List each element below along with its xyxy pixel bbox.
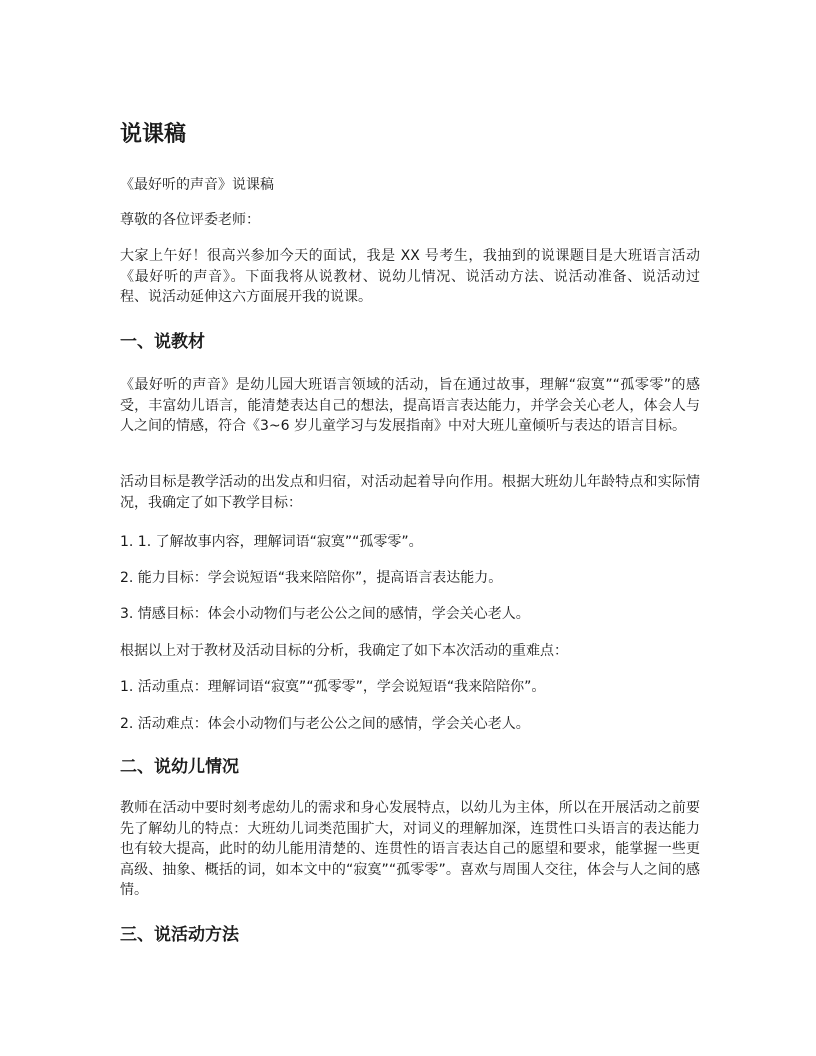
goal-item: 1. 1. 了解故事内容，理解词语“寂寞”“孤零零”。 xyxy=(120,534,423,550)
key-point-item: 2. 活动难点：体会小动物们与老公公之间的感情，学会关心老人。 xyxy=(120,716,530,732)
goal-item: 3. 情感目标：体会小动物们与老公公之间的感情，学会关心老人。 xyxy=(120,606,530,622)
salutation: 尊敬的各位评委老师： xyxy=(120,212,260,228)
section-heading-methods: 三、说活动方法 xyxy=(120,925,239,945)
document-title: 说课稿 xyxy=(120,122,187,147)
section-heading-children: 二、说幼儿情况 xyxy=(120,757,239,777)
goal-item: 2. 能力目标：学会说短语“我来陪陪你”，提高语言表达能力。 xyxy=(120,570,503,586)
lesson-subtitle: 《最好听的声音》说课稿 xyxy=(120,177,274,193)
textbook-paragraph: 《最好听的声音》是幼儿园大班语言领域的活动，旨在通过故事，理解“寂寞”“孤零零”的感受，丰富幼儿语言，能清楚表达自己的想法，提高语言表达能力，并学会关心老人，体会人与人之间的情感，符合《3~6 岁儿童学习与发展指南》中对大班儿童倾听与表达的语言目标。 xyxy=(120,377,700,434)
key-points-intro: 根据以上对于教材及活动目标的分析，我确定了如下本次活动的重难点： xyxy=(120,643,568,659)
objectives-intro-paragraph: 活动目标是教学活动的出发点和归宿，对活动起着导向作用。根据大班幼儿年龄特点和实际情况，我确定了如下教学目标： xyxy=(120,474,700,511)
key-point-item: 1. 活动重点：理解词语“寂寞”“孤零零”，学会说短语“我来陪陪你”。 xyxy=(120,679,546,695)
section-heading-textbook: 一、说教材 xyxy=(120,332,205,352)
children-paragraph: 教师在活动中要时刻考虑幼儿的需求和身心发展特点，以幼儿为主体，所以在开展活动之前要先了解幼儿的特点：大班幼儿词类范围扩大，对词义的理解加深，连贯性口头语言的表达能力也有较大提高，此时的幼儿能用清楚的、连贯性的语言表达自己的愿望和要求，能掌握一些更高级、抽象、概括的词，如本文中的“寂寞”“孤零零”。喜欢与周围人交往，体会与人之间的感情。 xyxy=(120,800,700,898)
intro-paragraph: 大家上午好！很高兴参加今天的面试，我是 XX 号考生，我抽到的说课题目是大班语言活动《最好听的声音》。下面我将从说教材、说幼儿情况、说活动方法、说活动准备、说活动过程、说活动延伸这六方面展开我的说课。 xyxy=(120,248,700,305)
